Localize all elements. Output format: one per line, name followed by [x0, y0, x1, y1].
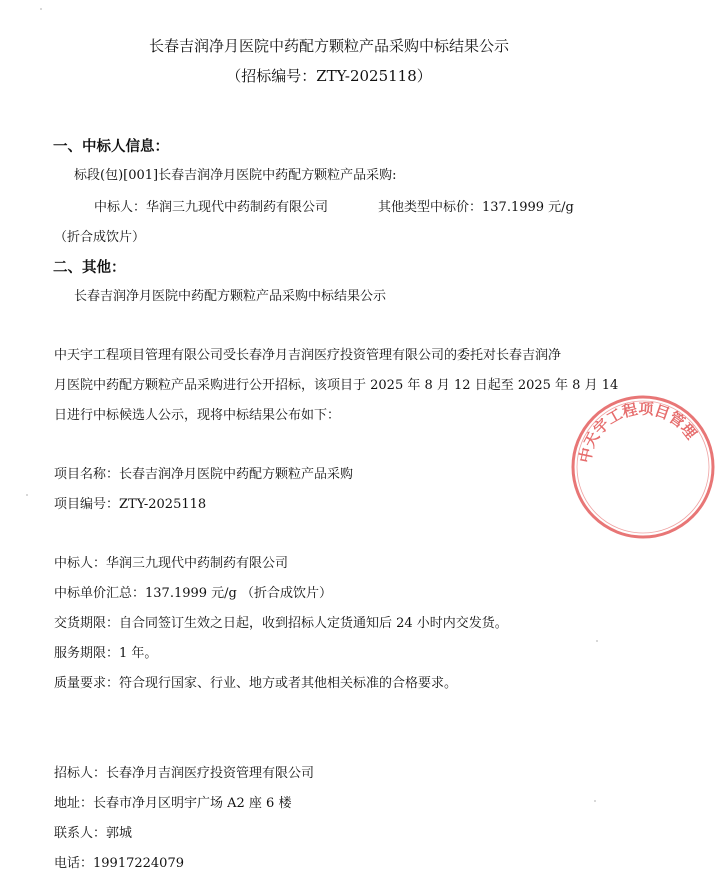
address: 地址：长春市净月区明宇广场 A2 座 6 楼 [54, 796, 292, 811]
section2-line: 长春吉润净月医院中药配方颗粒产品采购中标结果公示 [74, 289, 387, 304]
scan-speck [596, 640, 598, 642]
company-seal-stamp [568, 392, 718, 542]
document-subtitle: （招标编号：ZTY-2025118） [226, 67, 432, 85]
unit-price: 中标单价汇总：137.1999 元/g （折合成饮片） [54, 586, 332, 601]
section1-heading: 一、中标人信息： [53, 139, 169, 155]
paragraph-line-1: 中天宇工程项目管理有限公司受长春净月吉润医疗投资管理有限公司的委托对长春吉润净 [54, 348, 562, 363]
section2-heading: 二、其他： [53, 260, 126, 276]
project-number: 项目编号：ZTY-2025118 [54, 497, 207, 512]
document-title: 长春吉润净月医院中药配方颗粒产品采购中标结果公示 [148, 37, 509, 55]
seal-ring [573, 397, 713, 537]
scan-speck [594, 800, 596, 802]
project-name: 项目名称：长春吉润净月医院中药配方颗粒产品采购 [54, 467, 354, 482]
paragraph-line-2: 月医院中药配方颗粒产品采购进行公开招标，该项目于 2025 年 8 月 12 日起至 2025 年 8 月 14 [54, 378, 619, 393]
scan-speck [40, 8, 42, 10]
service-term: 服务期限：1 年。 [54, 646, 158, 661]
contact-person: 联系人：郭城 [54, 826, 133, 841]
price-line: 其他类型中标价：137.1999 元/g [378, 200, 574, 215]
quality-requirement: 质量要求：符合现行国家、行业、地方或者其他相关标准的合格要求。 [54, 676, 458, 691]
paragraph-line-3: 日进行中标候选人公示，现将中标结果公布如下： [54, 408, 341, 423]
tenderer: 招标人：长春净月吉润医疗投资管理有限公司 [54, 766, 315, 781]
delivery-term: 交货期限：自合同签订生效之日起，收到招标人定货通知后 24 小时内交发货。 [54, 616, 508, 631]
price-note: （折合成饮片） [54, 230, 146, 245]
phone: 电话：19917224079 [54, 856, 184, 871]
scan-speck [26, 494, 28, 496]
lot-line: 标段(包)[001]长春吉润净月医院中药配方颗粒产品采购: [74, 168, 397, 183]
winner: 中标人：华润三九现代中药制药有限公司 [54, 556, 289, 571]
winner-line: 中标人：华润三九现代中药制药有限公司 [94, 200, 329, 215]
seal-text: 中天宇工程项目管理 [575, 399, 701, 465]
